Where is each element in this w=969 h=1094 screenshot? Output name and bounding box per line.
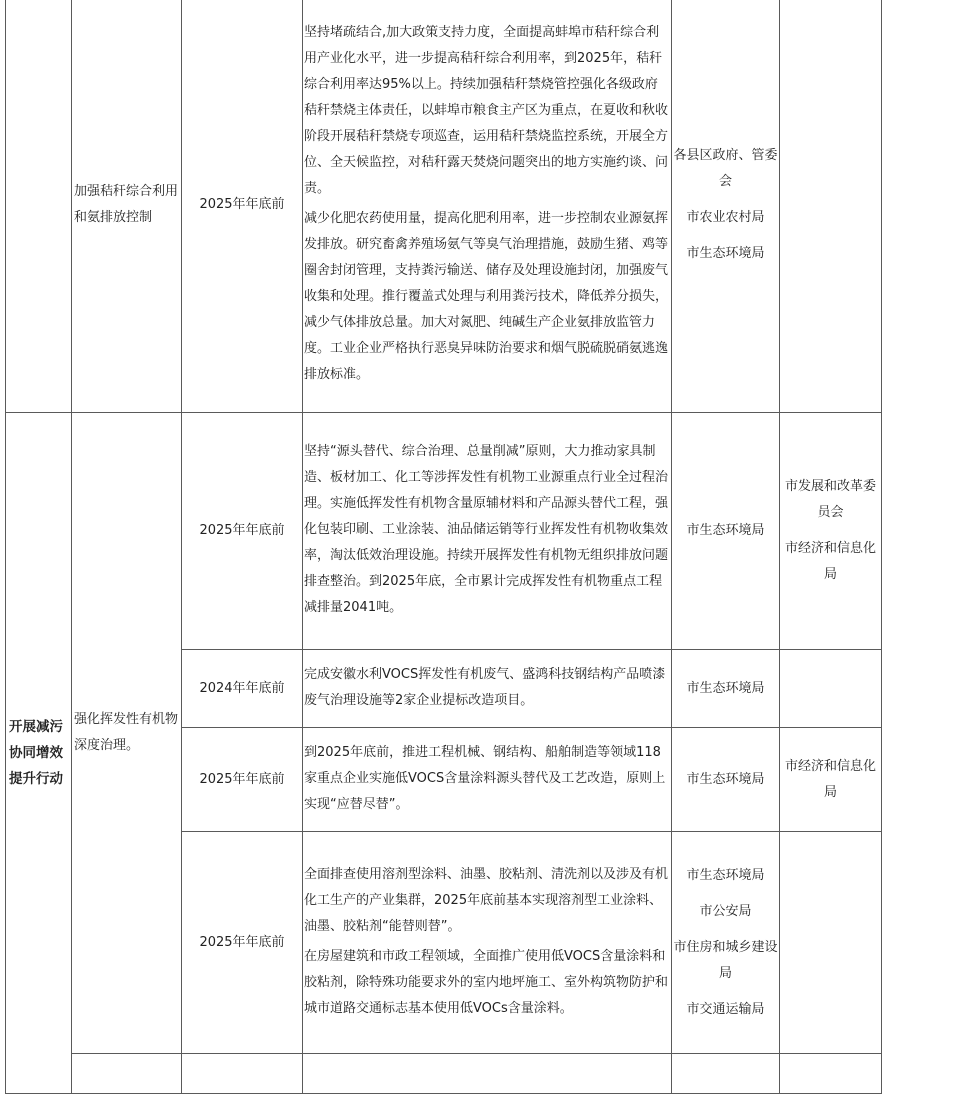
content-paragraph: 完成安徽水利VOCS挥发性有机废气、盛鸿科技钢结构产品喷漆废气治理设施等2家企业提标改造项目。 bbox=[304, 666, 666, 708]
lead-agency: 市生态环境局 bbox=[686, 771, 765, 787]
deadline-cell: 2024年年底前 bbox=[182, 650, 303, 728]
lead-agency: 市住房和城乡建设局 bbox=[673, 939, 778, 981]
lead-agency: 市交通运输局 bbox=[686, 1001, 765, 1017]
lead-agency-cell bbox=[672, 413, 780, 650]
coop-agency: 市经济和信息化局 bbox=[784, 541, 876, 582]
content-cell bbox=[303, 0, 672, 413]
lead-agency: 市公安局 bbox=[699, 903, 752, 919]
coop-agency-cell bbox=[780, 413, 882, 650]
lead-agency-cell bbox=[672, 832, 780, 1054]
table-row bbox=[6, 1054, 882, 1094]
lead-agency: 市生态环境局 bbox=[686, 245, 765, 261]
action-plan-table bbox=[5, 0, 882, 1094]
coop-agency-cell bbox=[780, 1054, 882, 1094]
content-paragraph: 全面排查使用溶剂型涂料、油墨、胶粘剂、清洗剂以及涉及有机化工生产的产业集群，2025年底前基本实现溶剂型工业涂料、油墨、胶粘剂“能替则替”。 bbox=[304, 866, 669, 934]
content-cell bbox=[303, 728, 672, 832]
table-row bbox=[6, 413, 882, 650]
lead-agency-cell bbox=[672, 0, 780, 413]
lead-agency: 市生态环境局 bbox=[686, 680, 765, 696]
content-cell bbox=[303, 413, 672, 650]
coop-agency-cell bbox=[780, 0, 882, 413]
content-cell bbox=[303, 650, 672, 728]
lead-agency-cell bbox=[672, 728, 780, 832]
lead-agency-cell bbox=[672, 650, 780, 728]
lead-agency: 各县区政府、管委会 bbox=[673, 147, 778, 189]
coop-agency-cell bbox=[780, 728, 882, 832]
coop-agency-cell bbox=[780, 832, 882, 1054]
task-cell bbox=[72, 1054, 182, 1094]
lead-agency: 市生态环境局 bbox=[686, 867, 765, 883]
content-paragraph: 在房屋建筑和市政工程领域，全面推广使用低VOCS含量涂料和胶粘剂，除特殊功能要求外的室内地坪施工、室外构筑物防护和城市道路交通标志基本使用低VOCs含量涂料。 bbox=[304, 948, 669, 1016]
deadline-cell: 2025年年底前 bbox=[182, 728, 303, 832]
category-cell: 开展减污协同增效提升行动 bbox=[6, 413, 72, 1094]
deadline-cell: 2025年年底前 bbox=[182, 0, 303, 413]
table-row bbox=[6, 0, 882, 413]
lead-agency: 市农业农村局 bbox=[686, 209, 765, 225]
content-paragraph: 减少化肥农药使用量，提高化肥利用率，进一步控制农业源氨挥发排放。研究畜禽养殖场氨气等臭气治理措施，鼓励生猪、鸡等圈舍封闭管理，支持粪污输送、储存及处理设施封闭，加强废气收集和处理。推行覆盖式处理与利用粪污技术，降低养分损失，减少气体排放总量。加大对氮肥、纯碱生产企业氨排放监管力度。工业企业严格执行恶臭异味防治要求和烟气脱硫脱硝氨逃逸排放标准。 bbox=[304, 210, 669, 382]
coop-agency: 市发展和改革委员会 bbox=[784, 479, 876, 520]
content-paragraph: 到2025年底前，推进工程机械、钢结构、船舶制造等领域118家重点企业实施低VOCS含量涂料源头替代及工艺改造，原则上实现“应替尽替”。 bbox=[304, 744, 666, 812]
content-paragraph: 坚持堵疏结合,加大政策支持力度，全面提高蚌埠市秸秆综合利用产业化水平，进一步提高秸秆综合利用率，到2025年，秸秆综合利用率达95%以上。持续加强秸秆禁烧管控强化各级政府秸秆禁烧主体责任，以蚌埠市粮食主产区为重点，在夏收和秋收阶段开展秸秆禁烧专项巡查，运用秸秆禁烧监控系统，开展全方位、全天候监控，对秸秆露天焚烧问题突出的地方实施约谈、问责。 bbox=[304, 24, 669, 196]
lead-agency-cell bbox=[672, 1054, 780, 1094]
lead-agency: 市生态环境局 bbox=[686, 523, 765, 538]
content-paragraph: 坚持“源头替代、综合治理、总量削减”原则，大力推动家具制造、板材加工、化工等涉挥发性有机物工业源重点行业全过程治理。实施低挥发性有机物含量原辅材料和产品源头替代工程，强化包装印刷、工业涂装、油品储运销等行业挥发性有机物收集效率，淘汰低效治理设施。持续开展挥发性有机物无组织排放问题排查整治。到2025年底，全市累计完成挥发性有机物重点工程减排量2041吨。 bbox=[304, 444, 669, 615]
coop-agency: 市经济和信息化局 bbox=[784, 758, 876, 800]
category-cell bbox=[6, 0, 72, 413]
task-cell: 强化挥发性有机物深度治理。 bbox=[72, 413, 182, 1054]
deadline-cell: 2025年年底前 bbox=[182, 832, 303, 1054]
deadline-cell: 2025年年底前 bbox=[182, 413, 303, 650]
content-cell bbox=[303, 832, 672, 1054]
task-cell: 加强秸秆综合利用和氨排放控制 bbox=[72, 0, 182, 413]
coop-agency-cell bbox=[780, 650, 882, 728]
deadline-cell bbox=[182, 1054, 303, 1094]
content-cell bbox=[303, 1054, 672, 1094]
